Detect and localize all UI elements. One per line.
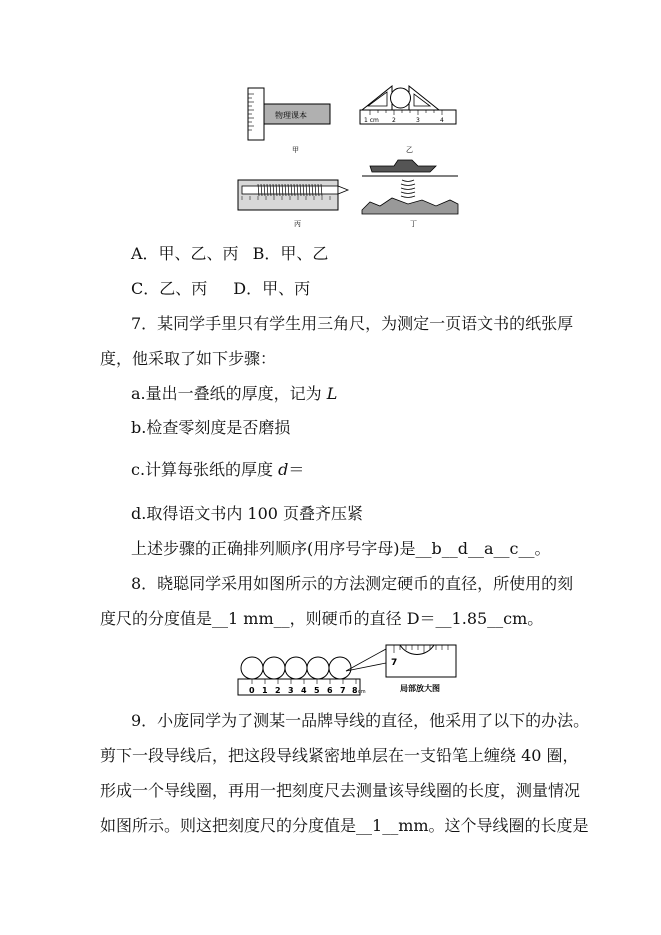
figure-coins-ruler: [234, 641, 460, 699]
option-d: D．甲、丙: [233, 279, 311, 298]
caption-yi: 乙: [406, 146, 413, 154]
ruler-digit-6: 6: [327, 686, 333, 695]
ruler-digit-0: 0: [249, 686, 255, 695]
q7-stem-line1: 7．某同学手里只有学生用三角尺，为测定一页语文书的纸张厚: [131, 314, 574, 333]
ruler-digit-1: 1: [262, 686, 268, 695]
q7-answer-suffix: 。: [534, 539, 551, 558]
ruler-digit-3: 3: [288, 686, 294, 695]
zoom-digit: 7: [391, 658, 398, 668]
q8-line2-prefix: 度尺的分度值是: [100, 609, 213, 628]
caption-bing: 丙: [294, 220, 301, 228]
q7-step-a: a.量出一叠纸的厚度，记为: [131, 384, 327, 403]
ruler-digit-2: 2: [275, 686, 281, 695]
q7-step-d: d.取得语文书内 100 页叠齐压紧: [131, 504, 364, 523]
option-b: B．甲、乙: [252, 244, 329, 263]
zoom-caption: 局部放大图: [400, 684, 440, 693]
q8-line2-mid: ，则硬币的直径 D＝: [289, 609, 436, 628]
q8-blank-diameter: __1.85__: [435, 609, 504, 628]
figure-jia: [248, 88, 330, 154]
q7-step-c: c.计算每张纸的厚度: [131, 460, 279, 479]
q9-line3: 形成一个导线圈，再用一把刻度尺去测量该导线圈的长度，测量情况: [100, 781, 581, 800]
ruler-tick-yi-4: 4: [440, 117, 444, 124]
q9-line4-prefix: 如图所示。则这把刻度尺的分度值是: [100, 816, 357, 835]
ruler-tick-yi-3: 3: [416, 117, 420, 124]
caption-ding: 丁: [410, 220, 417, 228]
ruler-unit: cm: [358, 689, 366, 695]
q8-blank-division: __1 mm__: [212, 609, 290, 628]
ruler-digit-8: 8: [352, 686, 358, 695]
textbook-label: 物理课本: [275, 111, 307, 120]
caption-jia: 甲: [292, 146, 299, 154]
option-c: C．乙、丙: [131, 279, 208, 298]
q7-answer: __b__d__a__c__: [415, 539, 535, 558]
figure-bing: [238, 180, 348, 228]
ruler-digit-4: 4: [301, 686, 307, 695]
q7-stem-line2: 度，他采取了如下步骤：: [100, 349, 277, 368]
figure-yi: [360, 86, 456, 154]
q7-answer-prefix: 上述步骤的正确排列顺序(用序号字母)是: [131, 539, 416, 558]
q9-blank-division: __1__: [356, 816, 399, 835]
q7-var-d: d: [278, 460, 289, 479]
q7-step-c-eq: ＝: [288, 460, 305, 479]
q9-line4-mid: mm。这个导线圈的长度是: [398, 816, 589, 835]
figure-measurement-methods: [232, 84, 464, 234]
q8-line2-suffix: cm。: [503, 609, 544, 628]
ruler-digit-5: 5: [314, 686, 320, 695]
figure-ding: [362, 160, 458, 228]
q9-line2: 剪下一段导线后，把这段导线紧密地单层在一支铅笔上缠绕 40 圈，: [100, 746, 579, 765]
q7-step-b: b.检查零刻度是否磨损: [131, 418, 291, 437]
ruler-tick-yi-1: 1 cm: [364, 117, 379, 124]
q9-line1: 9．小庞同学为了测某一品牌导线的直径，他采用了以下的办法。: [131, 711, 590, 730]
q7-var-L: L: [326, 384, 338, 403]
q8-stem-line1: 8．晓聪同学采用如图所示的方法测定硬币的直径，所使用的刻: [131, 574, 574, 593]
option-a: A．甲、乙、丙: [131, 244, 239, 263]
ruler-tick-yi-2: 2: [392, 117, 396, 124]
ruler-digit-7: 7: [340, 686, 346, 695]
